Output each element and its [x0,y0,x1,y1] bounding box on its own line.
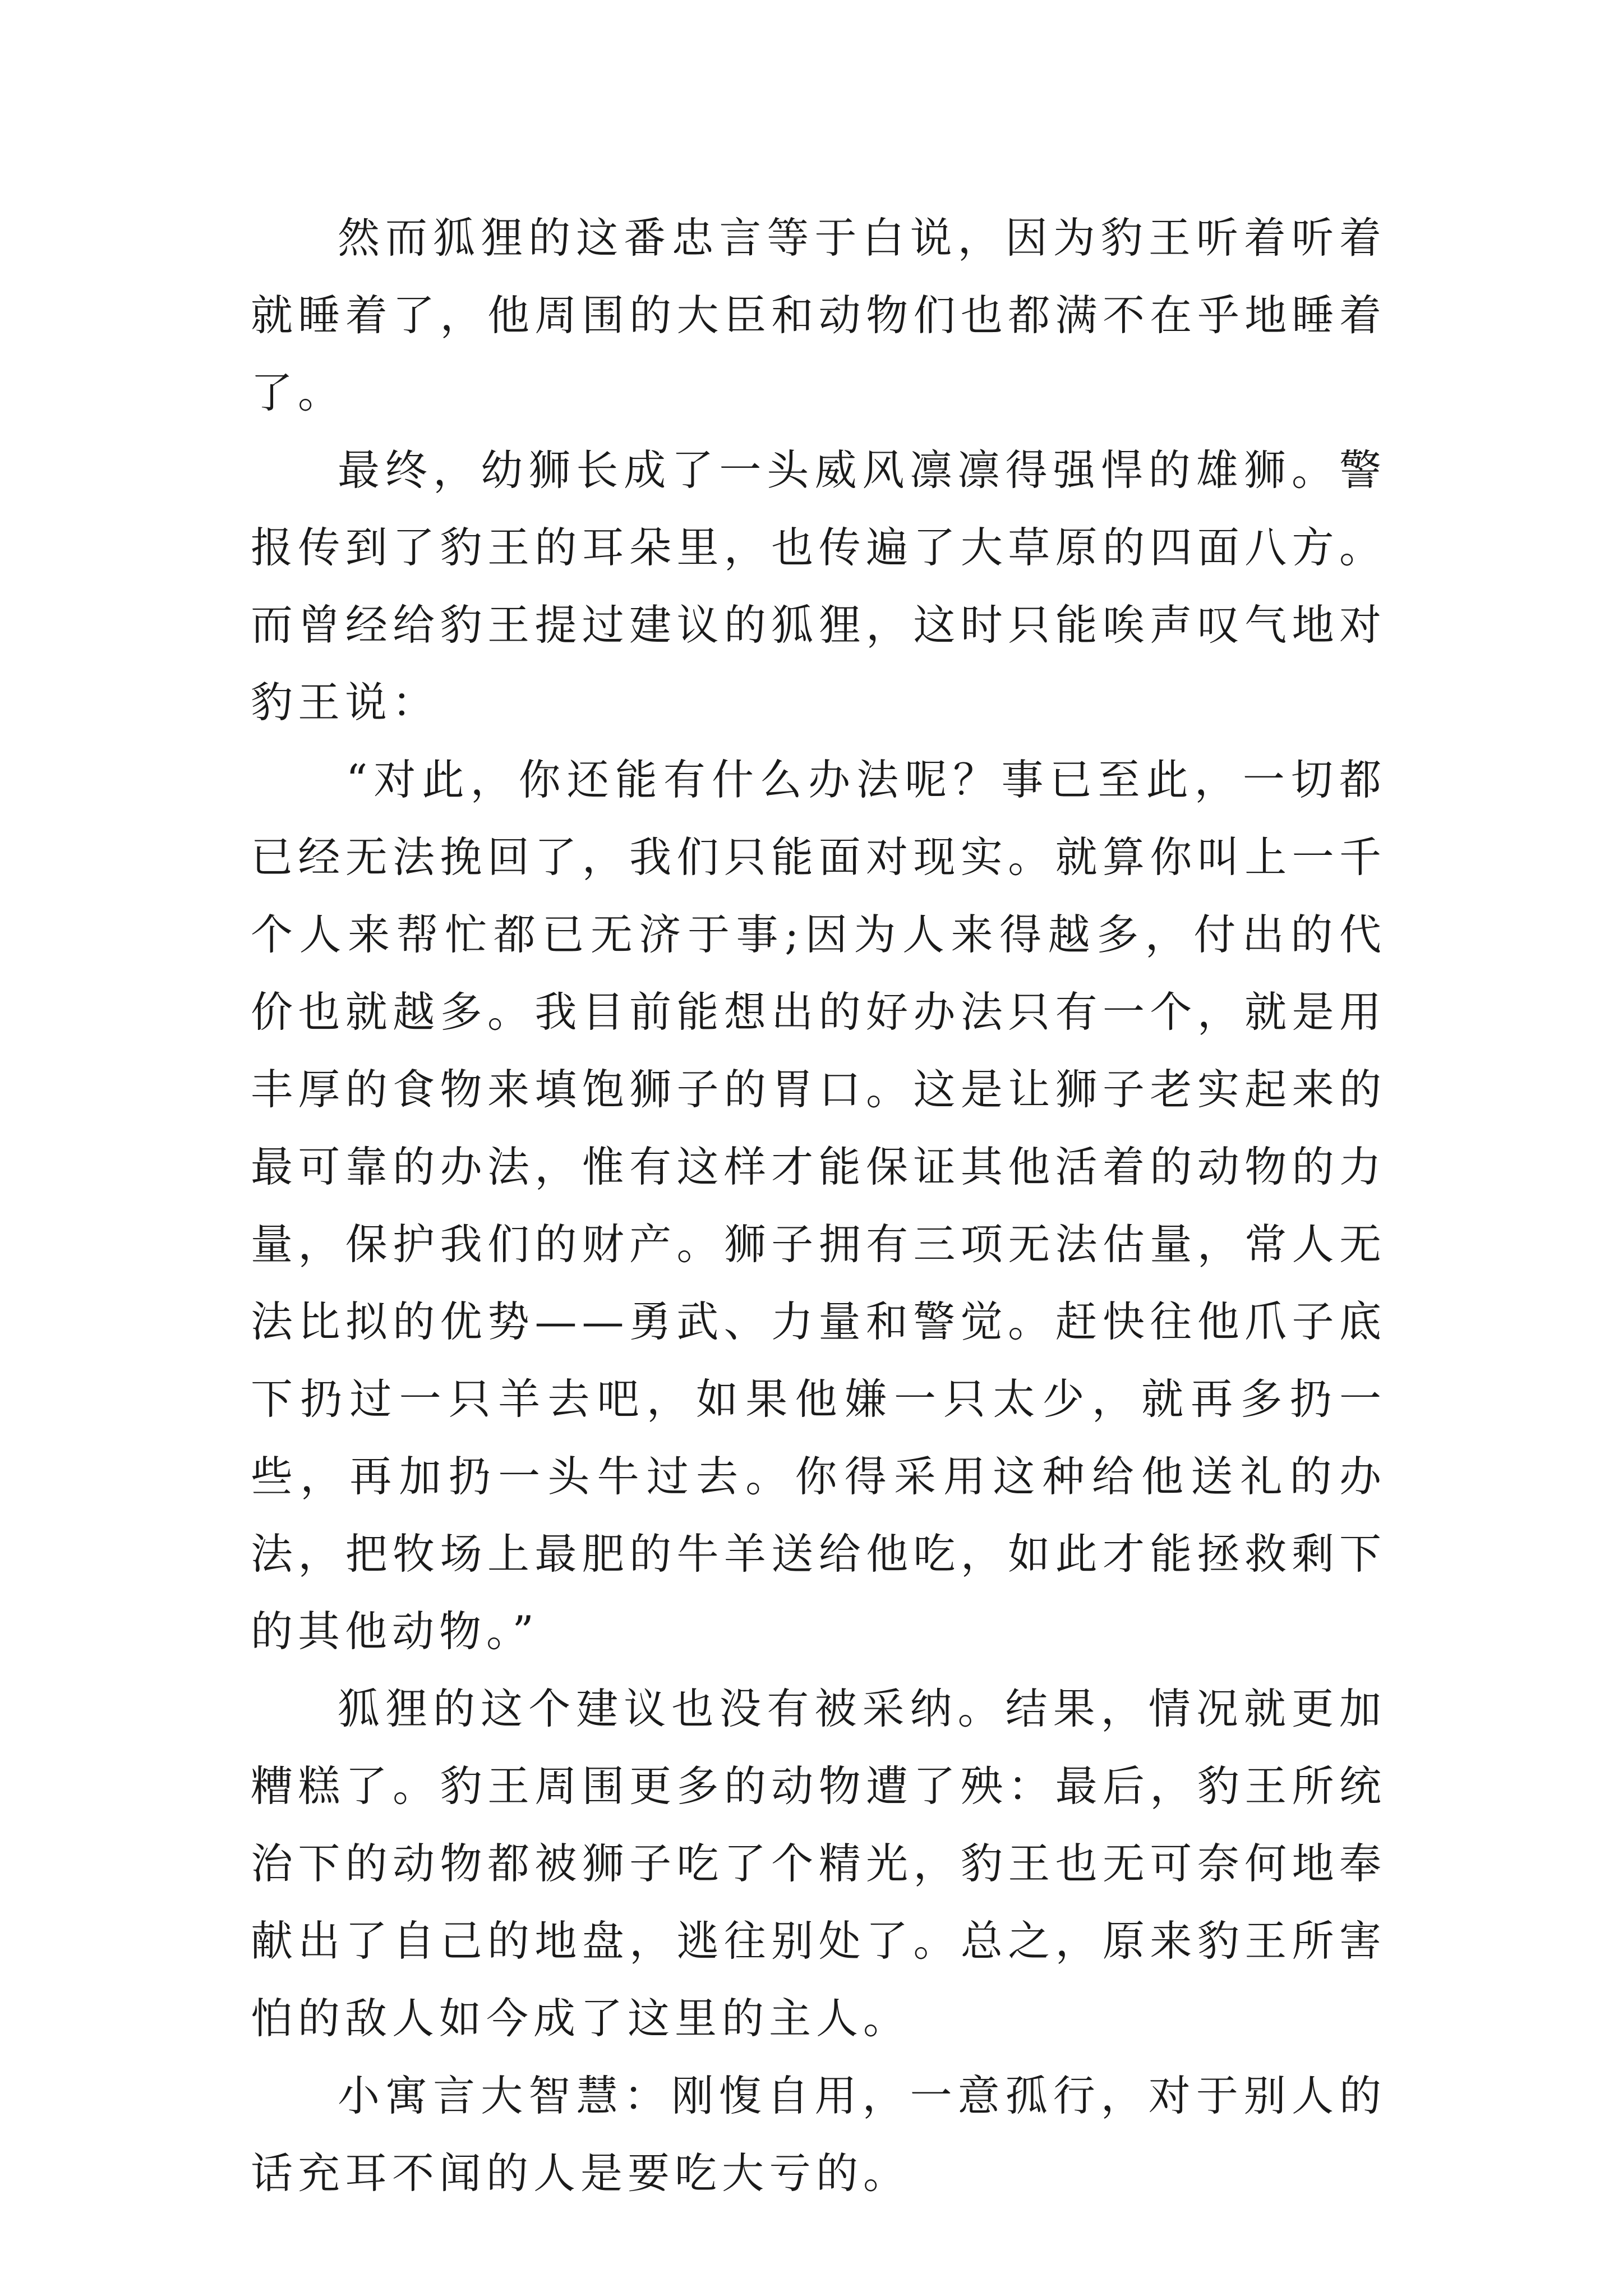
quoted-paragraph: “对此，你还能有什么办法呢？事已至此，一切都已经无法挽回了，我们只能面对现实。就算你叫上一千个人来帮忙都已无济于事;因为人来得越多，付出的代价也就越多。我目前能想出的好办法只有一个，就是用丰厚的食物来填饱狮子的胃口。这是让狮子老实起来的最可靠的办法，惟有这样才能保证其他活着的动物的力量，保护我们的财产。狮子拥有三项无法估量，常人无法比拟的优势——勇武、力量和警觉。赶快往他爪子底下扔过一只羊去吧，如果他嫌一只太少，就再多扔一些，再加扔一头牛过去。你得采用这种给他送礼的办法，把牧场上最肥的牛羊送给他吃，如此才能拯救剩下的其他动物。” [251,755,1386,1656]
paragraph: 最终，幼狮长成了一头威风凛凛得强悍的雄狮。警报传到了豹王的耳朵里，也传遍了大草原的四面八方。而曾经给豹王提过建议的狐狸，这时只能唉声叹气地对豹王说： [251,445,1386,727]
document-body [251,199,1386,2212]
paragraph: 狐狸的这个建议也没有被采纳。结果，情况就更加糟糕了。豹王周围更多的动物遭了殃：最后，豹王所统治下的动物都被狮子吃了个精光，豹王也无可奈何地奉献出了自己的地盘，逃往别处了。总之，原来豹王所害怕的敌人如今成了这里的主人。 [251,1684,1386,2043]
paragraph: 然而狐狸的这番忠言等于白说，因为豹王听着听着就睡着了，他周围的大臣和动物们也都满不在乎地睡着了。 [251,213,1386,417]
moral-paragraph: 小寓言大智慧：刚愎自用，一意孤行，对于别人的话充耳不闻的人是要吃大亏的。 [251,2071,1386,2198]
